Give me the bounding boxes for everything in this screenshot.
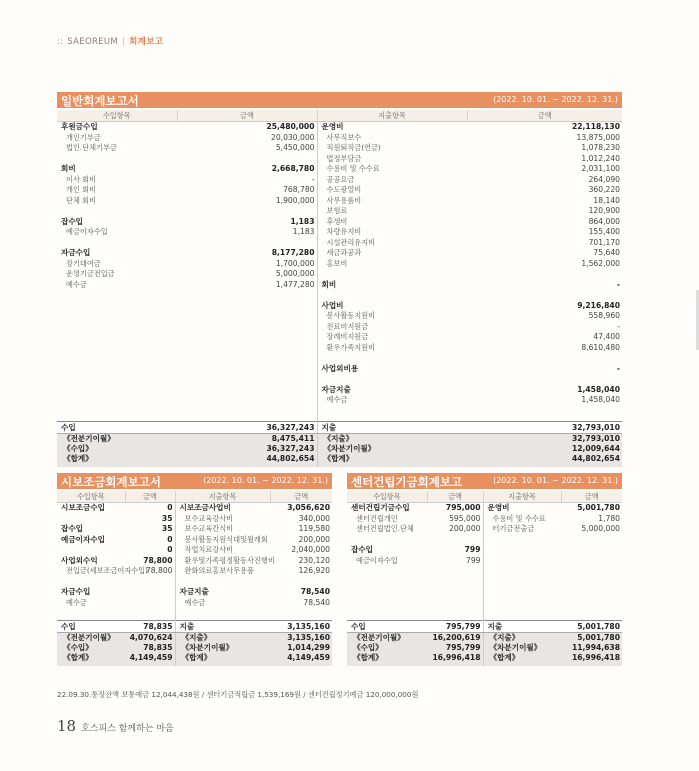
- balance-footnote: 22.09.30.통장잔액 보통예금 12,044,438원 / 센터기금적립금 1,539,169원 / 센터건립정기예금 120,000,000원: [57, 690, 419, 699]
- amount-cell: 2,668,780: [271, 164, 315, 173]
- dots-icon: ::: [57, 37, 64, 47]
- item-label: 회비: [321, 279, 337, 289]
- item-label: 개인 회비: [66, 185, 97, 194]
- item-label: 홍보비: [326, 258, 348, 268]
- summary-amount: 1,014,299: [287, 643, 330, 652]
- summary-label: 《합계》: [181, 653, 212, 662]
- amount-cell: [467, 353, 620, 364]
- subsidy-report-period: (2022. 10. 01. ~ 2022. 12. 31.): [203, 476, 328, 485]
- amount-cell: 1,562,000: [581, 258, 620, 268]
- amount-cell: 78,540: [300, 587, 330, 596]
- item-label: 차량유지비: [326, 227, 362, 236]
- amount-cell: 22,118,130: [571, 122, 620, 131]
- summary-label: 《전분기이월》: [63, 434, 115, 443]
- item-label: 봉사활동지원식대및월례회: [184, 534, 268, 544]
- amount-cell: 1,078,230: [581, 143, 620, 152]
- item-label: 공공요금: [326, 174, 355, 184]
- amount-cell: 75,640: [593, 248, 620, 257]
- amount-cell: 25,480,000: [266, 122, 315, 131]
- item-label: 예수금: [184, 597, 206, 607]
- amount-cell: [467, 290, 620, 301]
- item-label: 봉사활동지원비: [326, 311, 376, 320]
- amount-cell: 1,900,000: [275, 195, 315, 205]
- total-expense-label: 지출: [483, 621, 561, 633]
- column-header: 지출항목: [317, 110, 467, 122]
- amount-cell: [125, 598, 173, 609]
- total-expense-label: 지출: [175, 621, 270, 633]
- amount-cell: 8,177,280: [271, 248, 315, 257]
- item-label: 수용비 및 수수료: [326, 164, 380, 173]
- amount-cell: 20,030,000: [271, 132, 315, 142]
- amount-cell: 35: [161, 524, 173, 533]
- amount-cell: 5,000,000: [275, 269, 315, 278]
- summary-label: 《수입》: [63, 444, 93, 453]
- total-expense-amount: 3,135,160: [270, 621, 332, 633]
- amount-cell: 1,183: [290, 216, 315, 226]
- item-label: 단체 회비: [66, 195, 97, 205]
- item-label: 잡수입: [351, 545, 374, 554]
- item-label: 보험료: [326, 206, 348, 215]
- amount-cell: -: [617, 321, 620, 331]
- item-label: 시설관리유지비: [326, 237, 376, 247]
- item-label: 개인기부금: [66, 132, 101, 142]
- item-label: 후원금수입: [61, 122, 98, 131]
- column-header: 수입항목: [57, 491, 125, 503]
- item-label: 사무용품비: [326, 195, 362, 205]
- total-income-label: 수입: [57, 621, 125, 633]
- subsidy-report-table: [57, 491, 332, 666]
- amount-cell: 78,800: [145, 566, 173, 575]
- total-expense-label: 지출: [317, 422, 467, 434]
- item-label: 잡수입: [61, 524, 84, 533]
- item-label: 환우가족지원비: [326, 342, 376, 352]
- amount-cell: 119,580: [298, 524, 330, 533]
- item-label: [180, 577, 271, 588]
- item-label: 환우및가족평정활동사진행비: [184, 555, 275, 565]
- amount-cell: 230,120: [298, 555, 330, 565]
- item-label: [61, 545, 125, 556]
- general-report-table: [57, 110, 622, 467]
- summary-amount: 5,001,780: [577, 633, 620, 642]
- item-label: 세금과공과: [326, 248, 362, 257]
- item-label: 수도광열비: [326, 185, 362, 194]
- column-header: 지출항목: [175, 491, 270, 503]
- amount-cell: 1,458,040: [581, 395, 620, 404]
- header-brand: :: SAEOREUM | 회계보고: [57, 37, 164, 47]
- publication-name: 호스피스 함께하는 마음: [81, 724, 174, 734]
- amount-cell: 701,170: [588, 237, 620, 247]
- total-expense-amount: 5,001,780: [561, 621, 622, 633]
- item-label: 사업외비용: [321, 363, 359, 373]
- item-label: 예금이자수입: [356, 555, 398, 565]
- amount-cell: 795,000: [445, 503, 481, 512]
- summary-label: 《전분기이월》: [63, 633, 115, 642]
- column-header: 금액: [467, 110, 622, 122]
- summary-label: 《차분기이월》: [323, 444, 376, 453]
- amount-cell: 5,001,780: [577, 503, 620, 512]
- summary-amount: 36,327,243: [266, 444, 315, 453]
- amount-cell: 595,000: [449, 513, 481, 523]
- general-report-title: 일반회계보고서: [61, 94, 139, 108]
- item-label: 자금지출: [321, 384, 351, 394]
- summary-label: 《수입》: [63, 643, 93, 652]
- amount-cell: 78,800: [143, 555, 173, 565]
- amount-cell: 768,780: [283, 185, 315, 194]
- amount-cell: 2,031,100: [581, 164, 620, 173]
- general-report-title-bar: [57, 92, 622, 108]
- amount-cell: -: [311, 174, 315, 184]
- page-number: 18: [57, 717, 77, 735]
- amount-cell: [125, 577, 173, 588]
- item-label: 자금수입: [61, 248, 91, 257]
- amount-cell: 864,000: [588, 216, 620, 226]
- summary-label: 《지출》: [323, 434, 354, 443]
- summary-amount: 12,009,644: [571, 444, 620, 453]
- amount-cell: 799: [464, 545, 481, 554]
- amount-cell: 1,458,040: [577, 384, 620, 394]
- center-report-title: 센터건립기금회계보고: [351, 475, 463, 489]
- amount-cell: 200,000: [298, 534, 330, 544]
- item-label: 시보조금수입: [61, 503, 106, 512]
- item-label: [61, 238, 177, 249]
- amount-cell: 9,216,840: [577, 300, 620, 310]
- item-label: 진료비지원금: [326, 321, 369, 331]
- item-label: 센터건립개인: [356, 513, 398, 523]
- summary-amount: 4,149,459: [129, 653, 173, 662]
- amount-cell: 155,400: [588, 227, 620, 236]
- item-label: 예수금: [66, 597, 87, 607]
- amount-cell: 3,056,620: [287, 503, 330, 512]
- summary-label: 《합계》: [353, 653, 383, 662]
- column-header: 금액: [427, 491, 483, 503]
- center-report-title-bar: [347, 473, 622, 489]
- amount-cell: 5,450,000: [275, 143, 315, 152]
- item-label: 후생비: [326, 216, 348, 226]
- amount-cell: -: [616, 279, 620, 289]
- item-label: [322, 374, 468, 385]
- summary-amount: 44,802,654: [266, 454, 315, 463]
- item-label: 장기대여금: [66, 258, 101, 268]
- item-label: 센터건립기금수입: [351, 503, 410, 512]
- item-label: 보수교육강사비: [184, 513, 234, 523]
- total-expense-amount: 32,793,010: [467, 422, 622, 434]
- item-label: [322, 269, 468, 280]
- item-label: 운영비: [487, 503, 510, 512]
- amount-cell: 1,477,280: [275, 279, 315, 289]
- amount-cell: 126,920: [298, 566, 330, 575]
- summary-amount: 16,200,619: [432, 633, 481, 642]
- column-header: 금액: [177, 110, 317, 122]
- item-label: 예수금: [326, 395, 348, 404]
- summary-label: 《지출》: [181, 633, 212, 642]
- item-label: [351, 535, 427, 546]
- page-footer: [57, 717, 174, 735]
- summary-label: 《지출》: [489, 633, 520, 642]
- summary-amount: 3,135,160: [287, 633, 330, 642]
- summary-label: 《차분기이월》: [489, 643, 542, 652]
- summary-label: 《합계》: [323, 454, 354, 463]
- item-label: [61, 206, 177, 217]
- amount-cell: 78,540: [303, 597, 330, 607]
- summary-amount: 11,994,638: [571, 643, 620, 652]
- amount-cell: [427, 535, 481, 546]
- summary-amount: 795,799: [445, 643, 481, 652]
- item-label: [61, 514, 125, 525]
- amount-cell: 799: [466, 555, 481, 565]
- item-label: 터기금전출금: [492, 524, 535, 533]
- brand-name: SAEOREUM: [67, 37, 118, 47]
- item-label: 시보조금사업비: [179, 503, 231, 512]
- item-label: 완화의료홍보사무용품: [184, 566, 254, 575]
- item-label: 잡수입: [61, 216, 84, 226]
- amount-cell: 5,000,000: [581, 524, 620, 533]
- subsidy-report-title: 시보조금회계보고서: [61, 475, 161, 489]
- item-label: 운영기금전입금: [66, 269, 115, 278]
- item-label: 예수금: [66, 279, 87, 289]
- summary-label: 《차분기이월》: [181, 643, 234, 652]
- summary-amount: 4,070,624: [129, 633, 173, 642]
- total-income-amount: 78,835: [125, 621, 175, 633]
- amount-cell: [467, 374, 620, 385]
- total-income-label: 수입: [347, 621, 427, 633]
- summary-label: 《합계》: [489, 653, 520, 662]
- item-label: 예금이자수입: [66, 227, 108, 236]
- item-label: 운영비: [321, 122, 344, 131]
- summary-amount: 32,793,010: [571, 434, 620, 443]
- summary-label: 《수입》: [353, 643, 383, 652]
- amount-cell: 1,183: [292, 227, 315, 236]
- center-report-period: (2022. 10. 01. ~ 2022. 12. 31.): [493, 476, 618, 485]
- center-report-table: [347, 491, 622, 666]
- summary-amount: 44,802,654: [571, 454, 620, 463]
- item-label: 법정부담금: [326, 153, 362, 163]
- item-label: [61, 154, 177, 165]
- amount-cell: 0: [167, 534, 173, 544]
- amount-cell: 120,900: [588, 206, 620, 215]
- summary-label: 《전분기이월》: [353, 633, 405, 642]
- item-label: 예금이자수입: [61, 534, 106, 544]
- amount-cell: [177, 206, 315, 217]
- item-label: 법인.단체기부금: [66, 143, 117, 152]
- column-header: 지출항목: [483, 491, 561, 503]
- total-income-label: 수입: [57, 422, 177, 434]
- item-label: [322, 290, 468, 301]
- amount-cell: 1,012,240: [581, 153, 620, 163]
- item-label: [61, 577, 125, 588]
- item-label: 센터건립법인.단체: [356, 524, 414, 533]
- item-label: 자금수입: [61, 587, 91, 596]
- column-header: 금액: [125, 491, 175, 503]
- amount-cell: 1,700,000: [275, 258, 315, 268]
- amount-cell: [177, 238, 315, 249]
- amount-cell: [467, 269, 620, 280]
- amount-cell: 360,220: [588, 185, 620, 194]
- amount-cell: 2,040,000: [291, 545, 330, 554]
- summary-amount: 16,996,418: [571, 653, 620, 662]
- summary-amount: 4,149,459: [287, 653, 330, 662]
- amount-cell: 18,140: [593, 195, 620, 205]
- amount-cell: 8,610,480: [581, 342, 620, 352]
- item-label: 회비: [61, 164, 76, 173]
- column-header: 금액: [561, 491, 622, 503]
- item-label: 전입금(세보조금이자수입): [66, 566, 148, 575]
- amount-cell: 340,000: [298, 513, 330, 523]
- section-name: 회계보고: [129, 37, 164, 47]
- amount-cell: 0: [167, 545, 173, 554]
- item-label: 보수교육간식비: [184, 524, 234, 533]
- column-header: 수입항목: [57, 110, 177, 122]
- general-report-period: (2022. 10. 01. ~ 2022. 12. 31.): [493, 95, 618, 104]
- item-label: [322, 353, 468, 364]
- amount-cell: 264,090: [588, 174, 620, 184]
- summary-label: 《합계》: [63, 653, 93, 662]
- amount-cell: 0: [167, 503, 173, 512]
- total-income-amount: 36,327,243: [177, 422, 317, 434]
- amount-cell: [177, 154, 315, 165]
- column-header: 수입항목: [347, 491, 427, 503]
- item-label: 이사 회비: [66, 174, 97, 184]
- total-income-amount: 795,799: [427, 621, 483, 633]
- summary-label: 《합계》: [63, 454, 93, 463]
- item-label: 자금지출: [179, 587, 209, 596]
- item-label: 장례비지원금: [326, 332, 369, 341]
- amount-cell: 13,875,000: [576, 132, 620, 142]
- item-label: 수용비 및 수수료: [492, 513, 546, 523]
- summary-amount: 16,996,418: [432, 653, 481, 662]
- item-label: 사업외수익: [61, 555, 98, 565]
- item-label: 작업치료강사비: [184, 545, 234, 554]
- amount-cell: [270, 577, 330, 588]
- amount-cell: 200,000: [449, 524, 481, 533]
- amount-cell: 558,960: [588, 311, 620, 320]
- item-label: 사업비: [321, 300, 344, 310]
- item-label: 사무직보수: [326, 132, 362, 142]
- amount-cell: 1,780: [598, 513, 620, 523]
- column-header: 금액: [270, 491, 332, 503]
- amount-cell: 47,400: [593, 332, 620, 341]
- amount-cell: 35: [161, 513, 173, 523]
- amount-cell: -: [616, 363, 620, 373]
- subsidy-report-title-bar: [57, 473, 332, 489]
- summary-amount: 8,475,411: [271, 434, 315, 443]
- amount-cell: [125, 587, 173, 598]
- item-label: 직원퇴직금(연금): [326, 143, 381, 152]
- summary-amount: 78,835: [143, 643, 173, 652]
